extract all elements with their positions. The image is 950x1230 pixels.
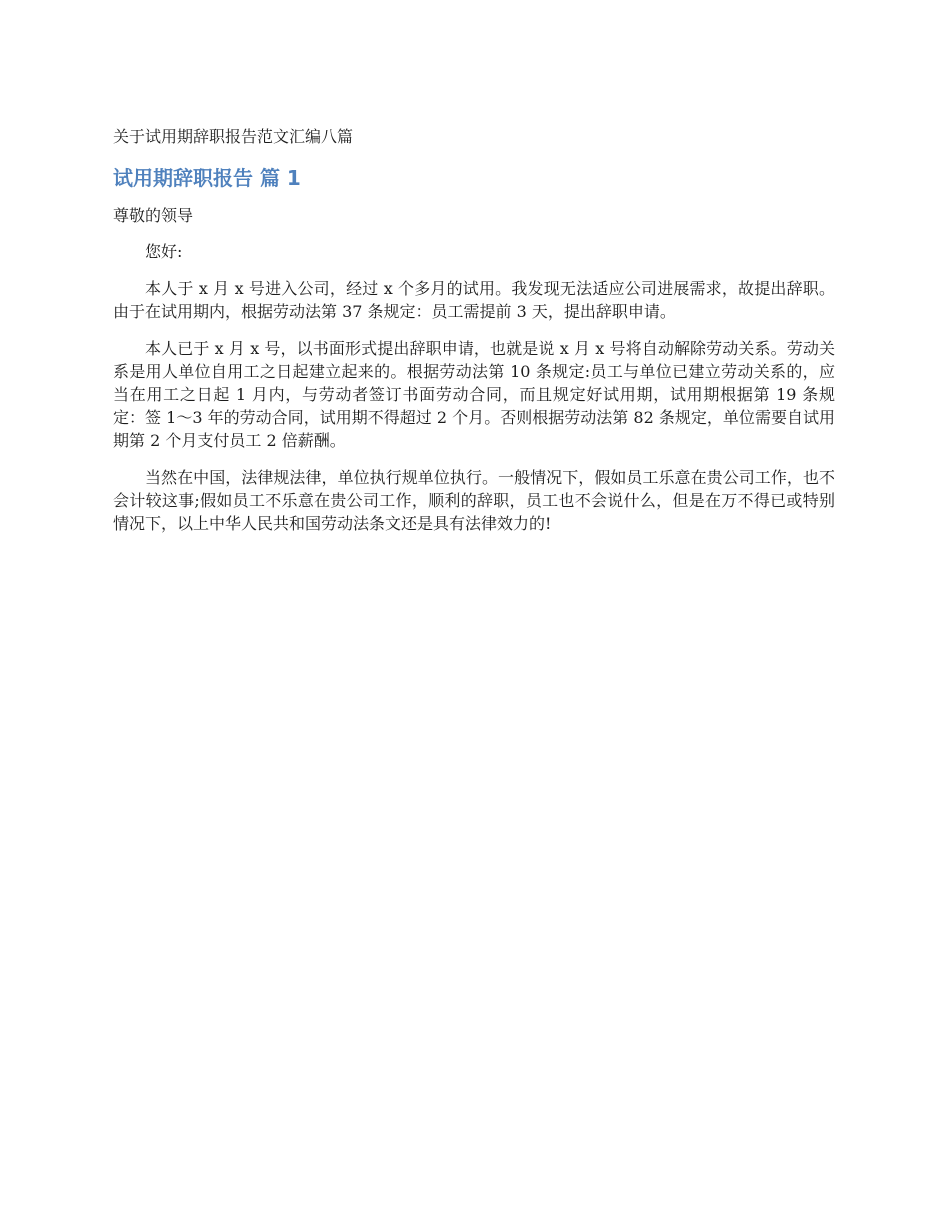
document-body — [113, 124, 835, 535]
paragraph-2: 本人已于 x 月 x 号，以书面形式提出辞职申请，也就是说 x 月 x 号将自动解除劳动关系。劳动关系是用人单位自用工之日起建立起来的。根据劳动法第 10 条规定:员工与单位已建立劳动关系的，应当在用工之日起 1 月内，与劳动者签订书面劳动合同，而且规定好试用期，试用期根据第 19 条规定：签 1～3 年的劳动合同，试用期不得超过 2 个月。否则根据劳动法第 82 条规定，单位需要自试用期第 2 个月支付员工 2 倍薪酬。 — [113, 339, 835, 450]
paragraph-3: 当然在中国，法律规法律，单位执行规单位执行。一般情况下，假如员工乐意在贵公司工作，也不会计较这事;假如员工不乐意在贵公司工作，顺利的辞职，员工也不会说什么，但是在万不得已或特别情况下，以上中华人民共和国劳动法条文还是具有法律效力的! — [113, 468, 835, 533]
document-title: 关于试用期辞职报告范文汇编八篇 — [113, 127, 354, 146]
salutation: 尊敬的领导 — [113, 206, 194, 225]
paragraph-1: 本人于 x 月 x 号进入公司，经过 x 个多月的试用。我发现无法适应公司进展需求，故提出辞职。由于在试用期内，根据劳动法第 37 条规定：员工需提前 3 天，提出辞职申请。 — [113, 279, 835, 321]
section-heading: 试用期辞职报告 篇 1 — [113, 166, 301, 190]
greeting: 您好: — [145, 242, 183, 261]
